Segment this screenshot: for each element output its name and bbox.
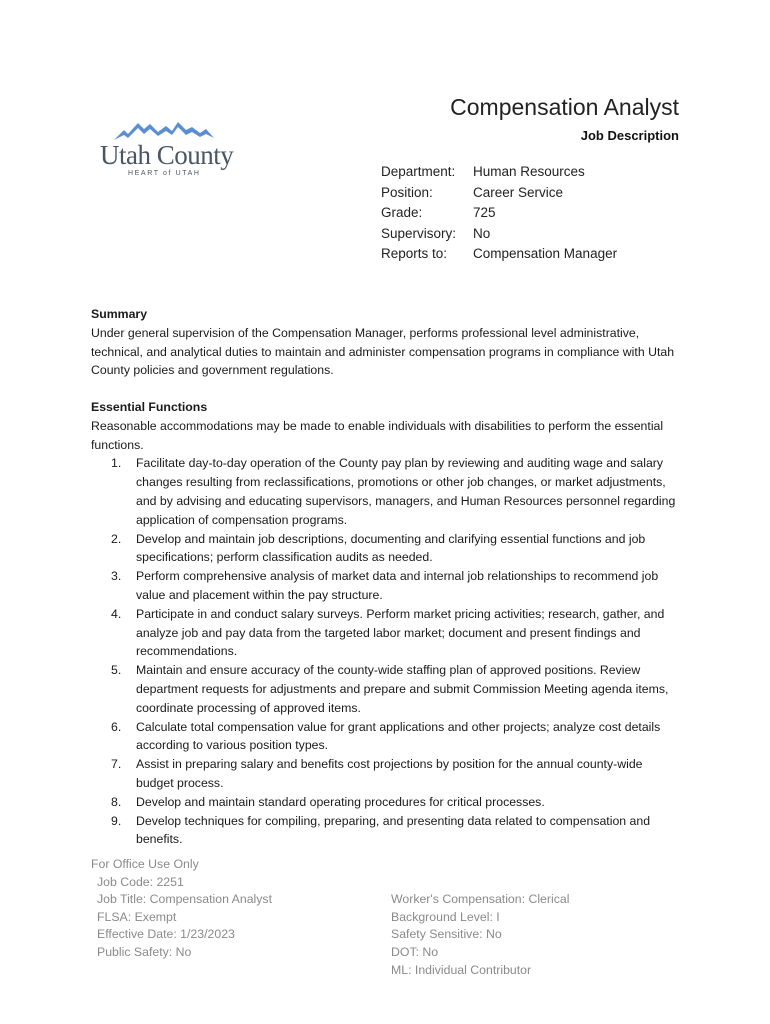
summary-section <box>91 305 691 380</box>
list-number: 4. <box>111 606 122 621</box>
list-item <box>91 605 678 661</box>
office-use-heading: For Office Use Only <box>91 857 199 871</box>
list-item-text: Maintain and ensure accuracy of the county-wide staffing plan of approved positions. Review department requests for adjustments and prepare and submit Commission Meeting agenda items, coordinate processing of approved items. <box>136 663 669 715</box>
meta-row-reports-to <box>381 244 617 265</box>
list-item <box>91 793 678 812</box>
logo-wordmark: Utah County <box>100 140 234 170</box>
meta-label: Department: <box>381 164 456 179</box>
meta-row-department <box>381 162 617 183</box>
meta-value: Career Service <box>473 184 564 200</box>
meta-row-position <box>381 183 617 204</box>
list-number: 5. <box>111 663 122 678</box>
office-field-flsa: FLSA: Exempt <box>97 909 177 924</box>
meta-row-grade <box>381 203 617 224</box>
meta-label: Position: <box>381 184 433 200</box>
list-item-text: Develop and maintain standard operating procedures for critical processes. <box>136 794 545 809</box>
list-item <box>91 530 678 568</box>
list-item <box>91 454 678 529</box>
essential-functions-heading: Essential Functions <box>91 400 208 414</box>
mountain-icon <box>114 120 214 142</box>
list-item-text: Develop and maintain job descriptions, documenting and clarifying essential functions and job specifications; perform classification audits as needed. <box>136 531 646 565</box>
office-use-left-column <box>91 874 391 980</box>
list-item-text: Calculate total compensation value for grant applications and other projects; analyze cost details according to various position types. <box>136 719 661 753</box>
list-item <box>91 718 678 756</box>
office-field-ml: ML: Individual Contributor <box>391 962 532 977</box>
meta-label: Reports to: <box>381 246 448 261</box>
page-subtitle: Job Description <box>580 128 679 143</box>
office-field-job-title: Job Title: Compensation Analyst <box>97 892 272 907</box>
meta-value: 725 <box>473 205 496 220</box>
logo-tagline: HEART of UTAH <box>128 170 201 177</box>
office-field-background-level: Background Level: I <box>391 909 500 924</box>
office-use-section <box>91 856 691 979</box>
list-number: 8. <box>111 794 122 809</box>
list-number: 1. <box>111 456 122 471</box>
list-number: 3. <box>111 569 122 584</box>
list-number: 6. <box>111 719 122 734</box>
list-item <box>91 567 678 605</box>
meta-value: Human Resources <box>473 164 585 179</box>
list-item-text: Facilitate day-to-day operation of the County pay plan by reviewing and auditing wage and salary changes resulting from reclassifications, promotions or other job changes, or market adjustments, and by advising and educating supervisors, managers, and Human Resources personnel regarding application of compensation programs. <box>136 456 676 527</box>
summary-heading: Summary <box>91 307 148 321</box>
list-item-text: Participate in and conduct salary surveys. Perform market pricing activities; research, gather, and analyze job and pay data from the targeted labor market; document and present findings and recommendations. <box>136 606 665 659</box>
essential-functions-intro: Reasonable accommodations may be made to enable individuals with disabilities to perform the essential functions. <box>91 418 664 452</box>
list-item-text: Perform comprehensive analysis of market data and internal job relationships to recommend job value and placement within the pay structure. <box>136 569 659 602</box>
list-item <box>91 661 678 717</box>
office-field-public-safety: Public Safety: No <box>97 944 192 959</box>
office-field-effective-date: Effective Date: 1/23/2023 <box>97 927 235 942</box>
meta-row-supervisory <box>381 224 617 245</box>
list-item-text: Assist in preparing salary and benefits cost projections by position for the annual county-wide budget process. <box>136 757 643 790</box>
list-item <box>91 812 678 850</box>
office-field-job-code: Job Code: 2251 <box>97 874 184 889</box>
job-meta-table <box>381 162 617 265</box>
office-use-columns <box>91 874 691 980</box>
list-number: 7. <box>111 757 122 772</box>
essential-functions-section <box>91 398 691 849</box>
list-number: 9. <box>111 813 122 828</box>
meta-label: Supervisory: <box>381 225 457 241</box>
office-use-right-column <box>391 874 569 980</box>
list-item-text: Develop techniques for compiling, preparing, and presenting data related to compensation and benefits. <box>136 813 651 847</box>
summary-text: Under general supervision of the Compensation Manager, performs professional level administrative, technical, and analytical duties to maintain and administer compensation programs in compliance with Utah County policies and government regulations. <box>91 325 675 378</box>
office-field-dot: DOT: No <box>391 944 439 959</box>
office-field-safety-sensitive: Safety Sensitive: No <box>391 927 502 942</box>
list-number: 2. <box>111 531 122 546</box>
essential-functions-list <box>91 454 691 849</box>
meta-value: Compensation Manager <box>473 246 618 261</box>
list-item <box>91 755 678 793</box>
meta-label: Grade: <box>381 205 423 220</box>
utah-county-logo <box>100 120 235 182</box>
office-field-workers-comp: Worker's Compensation: Clerical <box>391 892 570 907</box>
meta-value: No <box>473 225 491 241</box>
page-title: Compensation Analyst <box>450 94 679 120</box>
